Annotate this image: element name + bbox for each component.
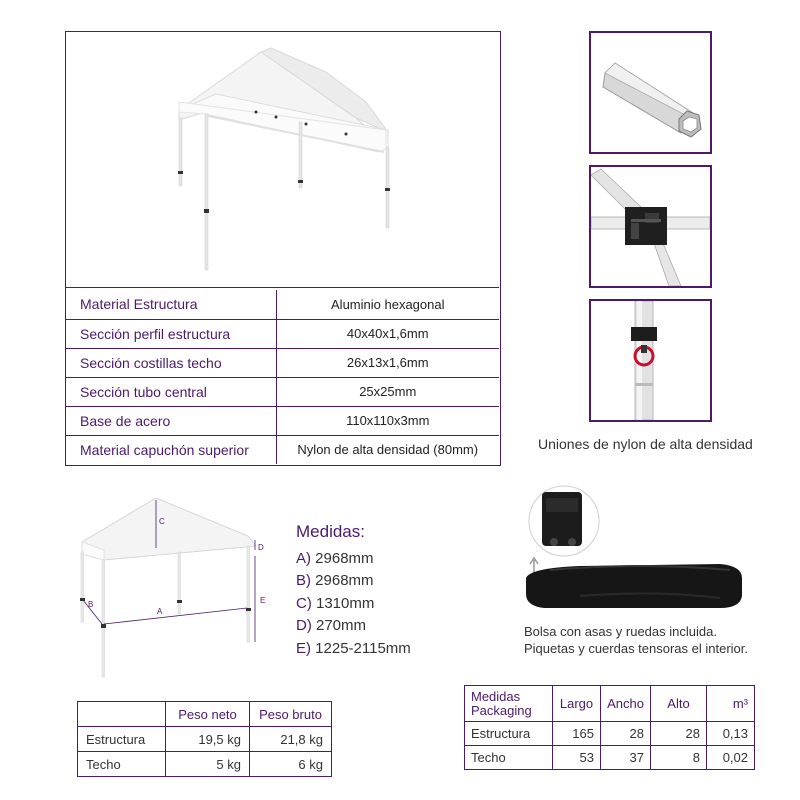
weight-header-row — [78, 702, 332, 727]
leg-pin-photo — [589, 299, 712, 422]
spec-value: 110x110x3mm — [276, 406, 499, 435]
label-e: E — [260, 596, 266, 605]
specification-table — [66, 290, 499, 464]
packaging-header-cell: Ancho — [601, 686, 651, 722]
spec-row — [66, 290, 499, 319]
spec-value: Aluminio hexagonal — [276, 290, 499, 319]
label-a: A — [157, 607, 163, 616]
packaging-header-cell: Largo — [553, 686, 601, 722]
spec-label: Material capuchón superior — [66, 435, 276, 464]
packaging-row — [465, 722, 755, 746]
measurement-key: C) — [296, 594, 312, 612]
measurement-key: E) — [296, 639, 311, 657]
measurement-value: 1310mm — [316, 594, 375, 612]
packaging-cell: 8 — [651, 746, 707, 770]
weight-cell: Techo — [78, 752, 166, 777]
weight-cell: 5 kg — [166, 752, 250, 777]
main-product-panel — [65, 31, 501, 466]
bag-caption — [524, 623, 748, 657]
hexagonal-tube-photo — [589, 31, 712, 154]
packaging-header-cell: Alto — [651, 686, 707, 722]
spec-label: Base de acero — [66, 406, 276, 435]
weight-header-cell — [78, 702, 166, 727]
weight-cell: 19,5 kg — [166, 727, 250, 752]
measurement-item — [296, 615, 411, 638]
measurements-title: Medidas: — [296, 522, 365, 541]
measurements-list — [296, 521, 411, 660]
spec-label: Material Estructura — [66, 290, 276, 319]
packaging-header-cell: Medidas Packaging — [465, 686, 553, 722]
measurement-item — [296, 570, 411, 593]
measurement-value: 1225-2115mm — [315, 639, 411, 657]
measurement-value: 2968mm — [315, 572, 374, 589]
bag-caption-line-2: Piquetas y cuerdas tensoras el interior. — [524, 641, 749, 656]
label-d: D — [258, 543, 264, 552]
spec-row — [66, 319, 499, 348]
packaging-cell: 37 — [601, 746, 651, 770]
weight-cell: Estructura — [78, 727, 166, 752]
weight-cell: 6 kg — [250, 752, 332, 777]
tent-image — [66, 32, 499, 288]
spec-row — [66, 435, 499, 464]
bag-caption-line-1: Bolsa con asas y ruedas incluida. — [524, 624, 717, 639]
label-b: B — [88, 600, 94, 609]
spec-row — [66, 377, 499, 406]
packaging-cell: 0,13 — [707, 722, 755, 746]
packaging-header-row — [465, 686, 755, 722]
packaging-cell: Techo — [465, 746, 553, 770]
packaging-cell: 53 — [553, 746, 601, 770]
spec-label: Sección tubo central — [66, 377, 276, 406]
weight-row — [78, 727, 332, 752]
spec-value: 25x25mm — [276, 377, 499, 406]
spec-value: Nylon de alta densidad (80mm) — [297, 442, 479, 458]
dimension-diagram — [70, 490, 280, 685]
measurement-key: B) — [296, 572, 311, 589]
nylon-joints-caption: Uniones de nylon de alta densidad — [538, 436, 753, 452]
weight-row — [78, 752, 332, 777]
spec-value: 26x13x1,6mm — [276, 348, 499, 377]
measurement-key: D) — [296, 617, 312, 634]
packaging-cell: 165 — [553, 722, 601, 746]
label-c: C — [159, 517, 165, 526]
nylon-joint-photo — [589, 165, 712, 288]
packaging-table — [464, 685, 755, 770]
packaging-row — [465, 746, 755, 770]
spec-label: Sección costillas techo — [66, 348, 276, 377]
weight-table — [77, 701, 332, 777]
tent-illustration — [66, 32, 499, 288]
weight-header-cell: Peso bruto — [250, 702, 332, 727]
measurement-item — [296, 593, 411, 616]
packaging-cell: 0,02 — [707, 746, 755, 770]
carry-bag-image — [520, 478, 770, 618]
packaging-cell: 28 — [601, 722, 651, 746]
packaging-cell: 28 — [651, 722, 707, 746]
measurement-item — [296, 638, 411, 661]
weight-header-cell: Peso neto — [166, 702, 250, 727]
measurement-value: 2968mm — [315, 549, 374, 567]
weight-cell: 21,8 kg — [250, 727, 332, 752]
measurement-key: A) — [296, 549, 311, 567]
spec-label: Sección perfil estructura — [66, 319, 276, 348]
packaging-header-cell: m³ — [707, 686, 755, 722]
measurement-value: 270mm — [316, 617, 367, 634]
measurement-item — [296, 548, 411, 571]
spec-row — [66, 406, 499, 435]
spec-value: 40x40x1,6mm — [276, 319, 499, 348]
packaging-cell: Estructura — [465, 722, 553, 746]
spec-row — [66, 348, 499, 377]
